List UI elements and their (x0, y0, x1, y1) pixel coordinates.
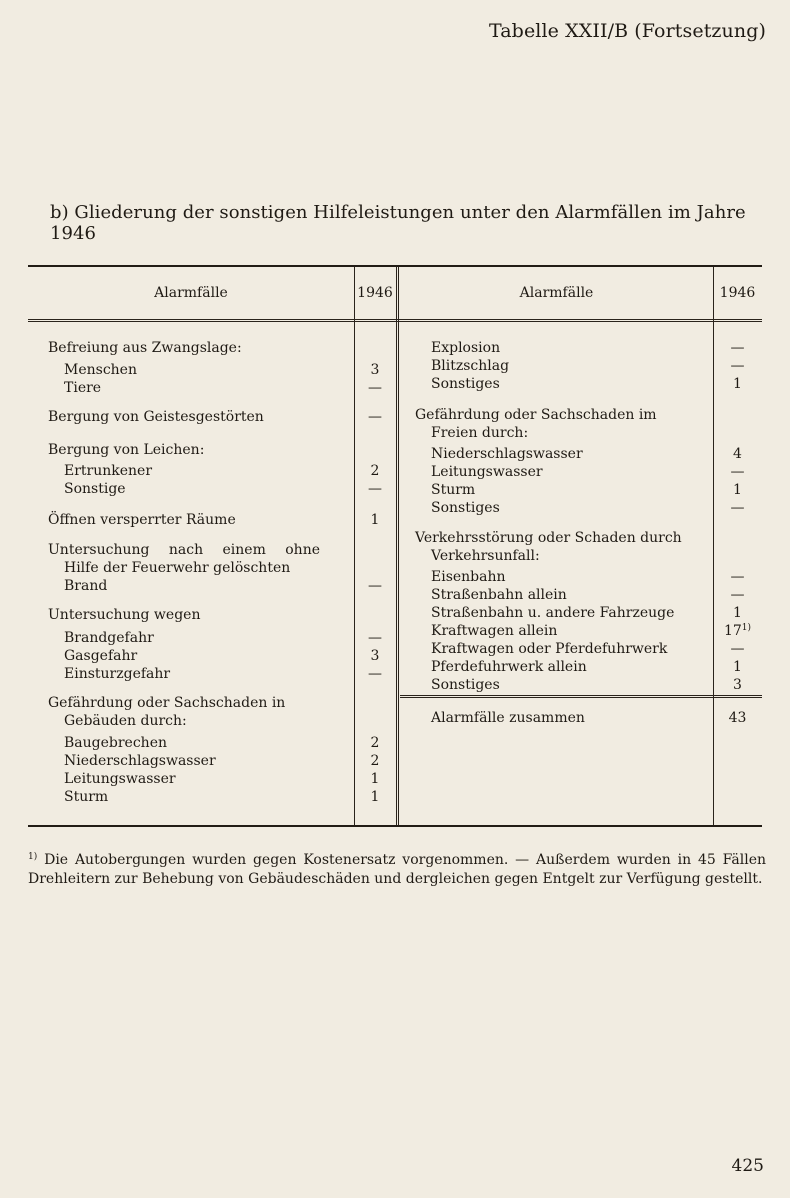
row-value: — (368, 380, 382, 396)
row-heading: Gefährdung oder Sachschaden im (415, 407, 657, 423)
row-value: 3 (370, 648, 380, 664)
row-label: Sturm (64, 789, 109, 805)
row-label: Sonstiges (431, 677, 500, 693)
header-rule (28, 319, 762, 322)
row-label: Sturm (431, 482, 476, 498)
row-value: — (368, 409, 382, 425)
row-label: Brandgefahr (64, 630, 154, 646)
row-label: Niederschlagswasser (431, 446, 583, 462)
total-value: 43 (728, 710, 747, 726)
row-value: 1 (733, 605, 742, 621)
footnote-marker: 1) (741, 623, 752, 633)
running-title: Tabelle XXII/B (Fortsetzung) (488, 20, 766, 42)
row-value: 1 (733, 659, 742, 675)
row-label: Baugebrechen (64, 735, 167, 751)
row-label: Niederschlagswasser (64, 753, 216, 769)
total-label: Alarmfälle zusammen (431, 710, 585, 726)
row-value: — (368, 481, 382, 497)
row-value: 1 (370, 771, 380, 787)
section-heading: b) Gliederung der sonstigen Hilfeleistungen unter den Alarmfällen im Jahre 1946 (50, 202, 746, 244)
row-heading: Verkehrsstörung oder Schaden durch (415, 530, 682, 546)
row-value: — (368, 578, 382, 594)
row-value: 4 (733, 446, 742, 462)
column-header: 1946 (719, 285, 756, 301)
row-value: 2 (370, 735, 380, 751)
row-value: 1 (370, 512, 380, 528)
footnote-marker: 1) (28, 852, 38, 862)
row-label: Hilfe der Feuerwehr gelöschten (64, 560, 291, 576)
row-value: — (730, 464, 745, 480)
row-heading: Verkehrsunfall: (431, 548, 540, 564)
row-value: — (730, 358, 745, 374)
row-value: — (730, 500, 745, 516)
alarm-table (28, 265, 762, 827)
row-label: Sonstiges (431, 376, 500, 392)
row-value: — (730, 641, 745, 657)
row-heading: Freien durch: (431, 425, 529, 441)
row-value: — (730, 569, 745, 585)
column-header: 1946 (357, 285, 393, 301)
row-label: Sonstige (64, 481, 126, 497)
row-label: Gasgefahr (64, 648, 138, 664)
row-heading: Untersuchung wegen (48, 607, 201, 623)
row-label: Kraftwagen oder Pferdefuhrwerk (431, 641, 668, 657)
row-label: Untersuchung nach einem ohne (48, 542, 320, 558)
row-label: Ertrunkener (64, 463, 153, 479)
row-value: 1 (733, 376, 742, 392)
row-value: 2 (370, 753, 380, 769)
row-heading: Gebäuden durch: (64, 713, 187, 729)
row-label: Tiere (64, 380, 102, 396)
row-label: Eisenbahn (431, 569, 506, 585)
row-value: 3 (733, 677, 742, 693)
row-label: Blitzschlag (431, 358, 510, 374)
row-label: Leitungswasser (431, 464, 543, 480)
row-label: Menschen (64, 362, 137, 378)
row-value: — (730, 587, 745, 603)
row-value: — (368, 630, 382, 646)
total-rule (400, 695, 762, 698)
row-value: 3 (370, 362, 380, 378)
value-number: 17 (723, 623, 742, 639)
row-label: Brand (64, 578, 108, 594)
row-value: — (730, 340, 745, 356)
row-value: 1 (370, 789, 380, 805)
row-heading: Bergung von Leichen: (48, 442, 205, 458)
row-label: Öffnen versperrter Räume (48, 512, 236, 528)
row-label: Explosion (431, 340, 501, 356)
row-label: Pferdefuhrwerk allein (431, 659, 587, 675)
column-header: Alarmfälle (519, 285, 594, 301)
row-value: 2 (370, 463, 380, 479)
center-divider (396, 267, 399, 825)
row-label: Straßenbahn u. andere Fahrzeuge (431, 605, 675, 621)
page-number: 425 (731, 1156, 764, 1176)
row-heading: Gefährdung oder Sachschaden in (48, 695, 286, 711)
row-label: Straßenbahn allein (431, 587, 567, 603)
row-label: Bergung von Geistesgestörten (48, 409, 264, 425)
footnote-text: Die Autobergungen wurden gegen Kostenersatz vorgenommen. — Außerdem wurden in 45 Fällen Drehleitern zur Behebung von Gebäudeschäden und dergleichen gegen Entgelt zur Verfügung gestellt. (28, 852, 767, 887)
row-heading: Befreiung aus Zwangslage: (48, 340, 242, 356)
row-value (713, 622, 762, 640)
footnote (28, 851, 766, 889)
row-value: 1 (733, 482, 742, 498)
row-label: Leitungswasser (64, 771, 176, 787)
row-label: Sonstiges (431, 500, 500, 516)
column-header: Alarmfälle (154, 285, 228, 301)
row-value: — (368, 666, 382, 682)
row-label: Einsturzgefahr (64, 666, 171, 682)
row-label: Kraftwagen allein (431, 623, 558, 639)
